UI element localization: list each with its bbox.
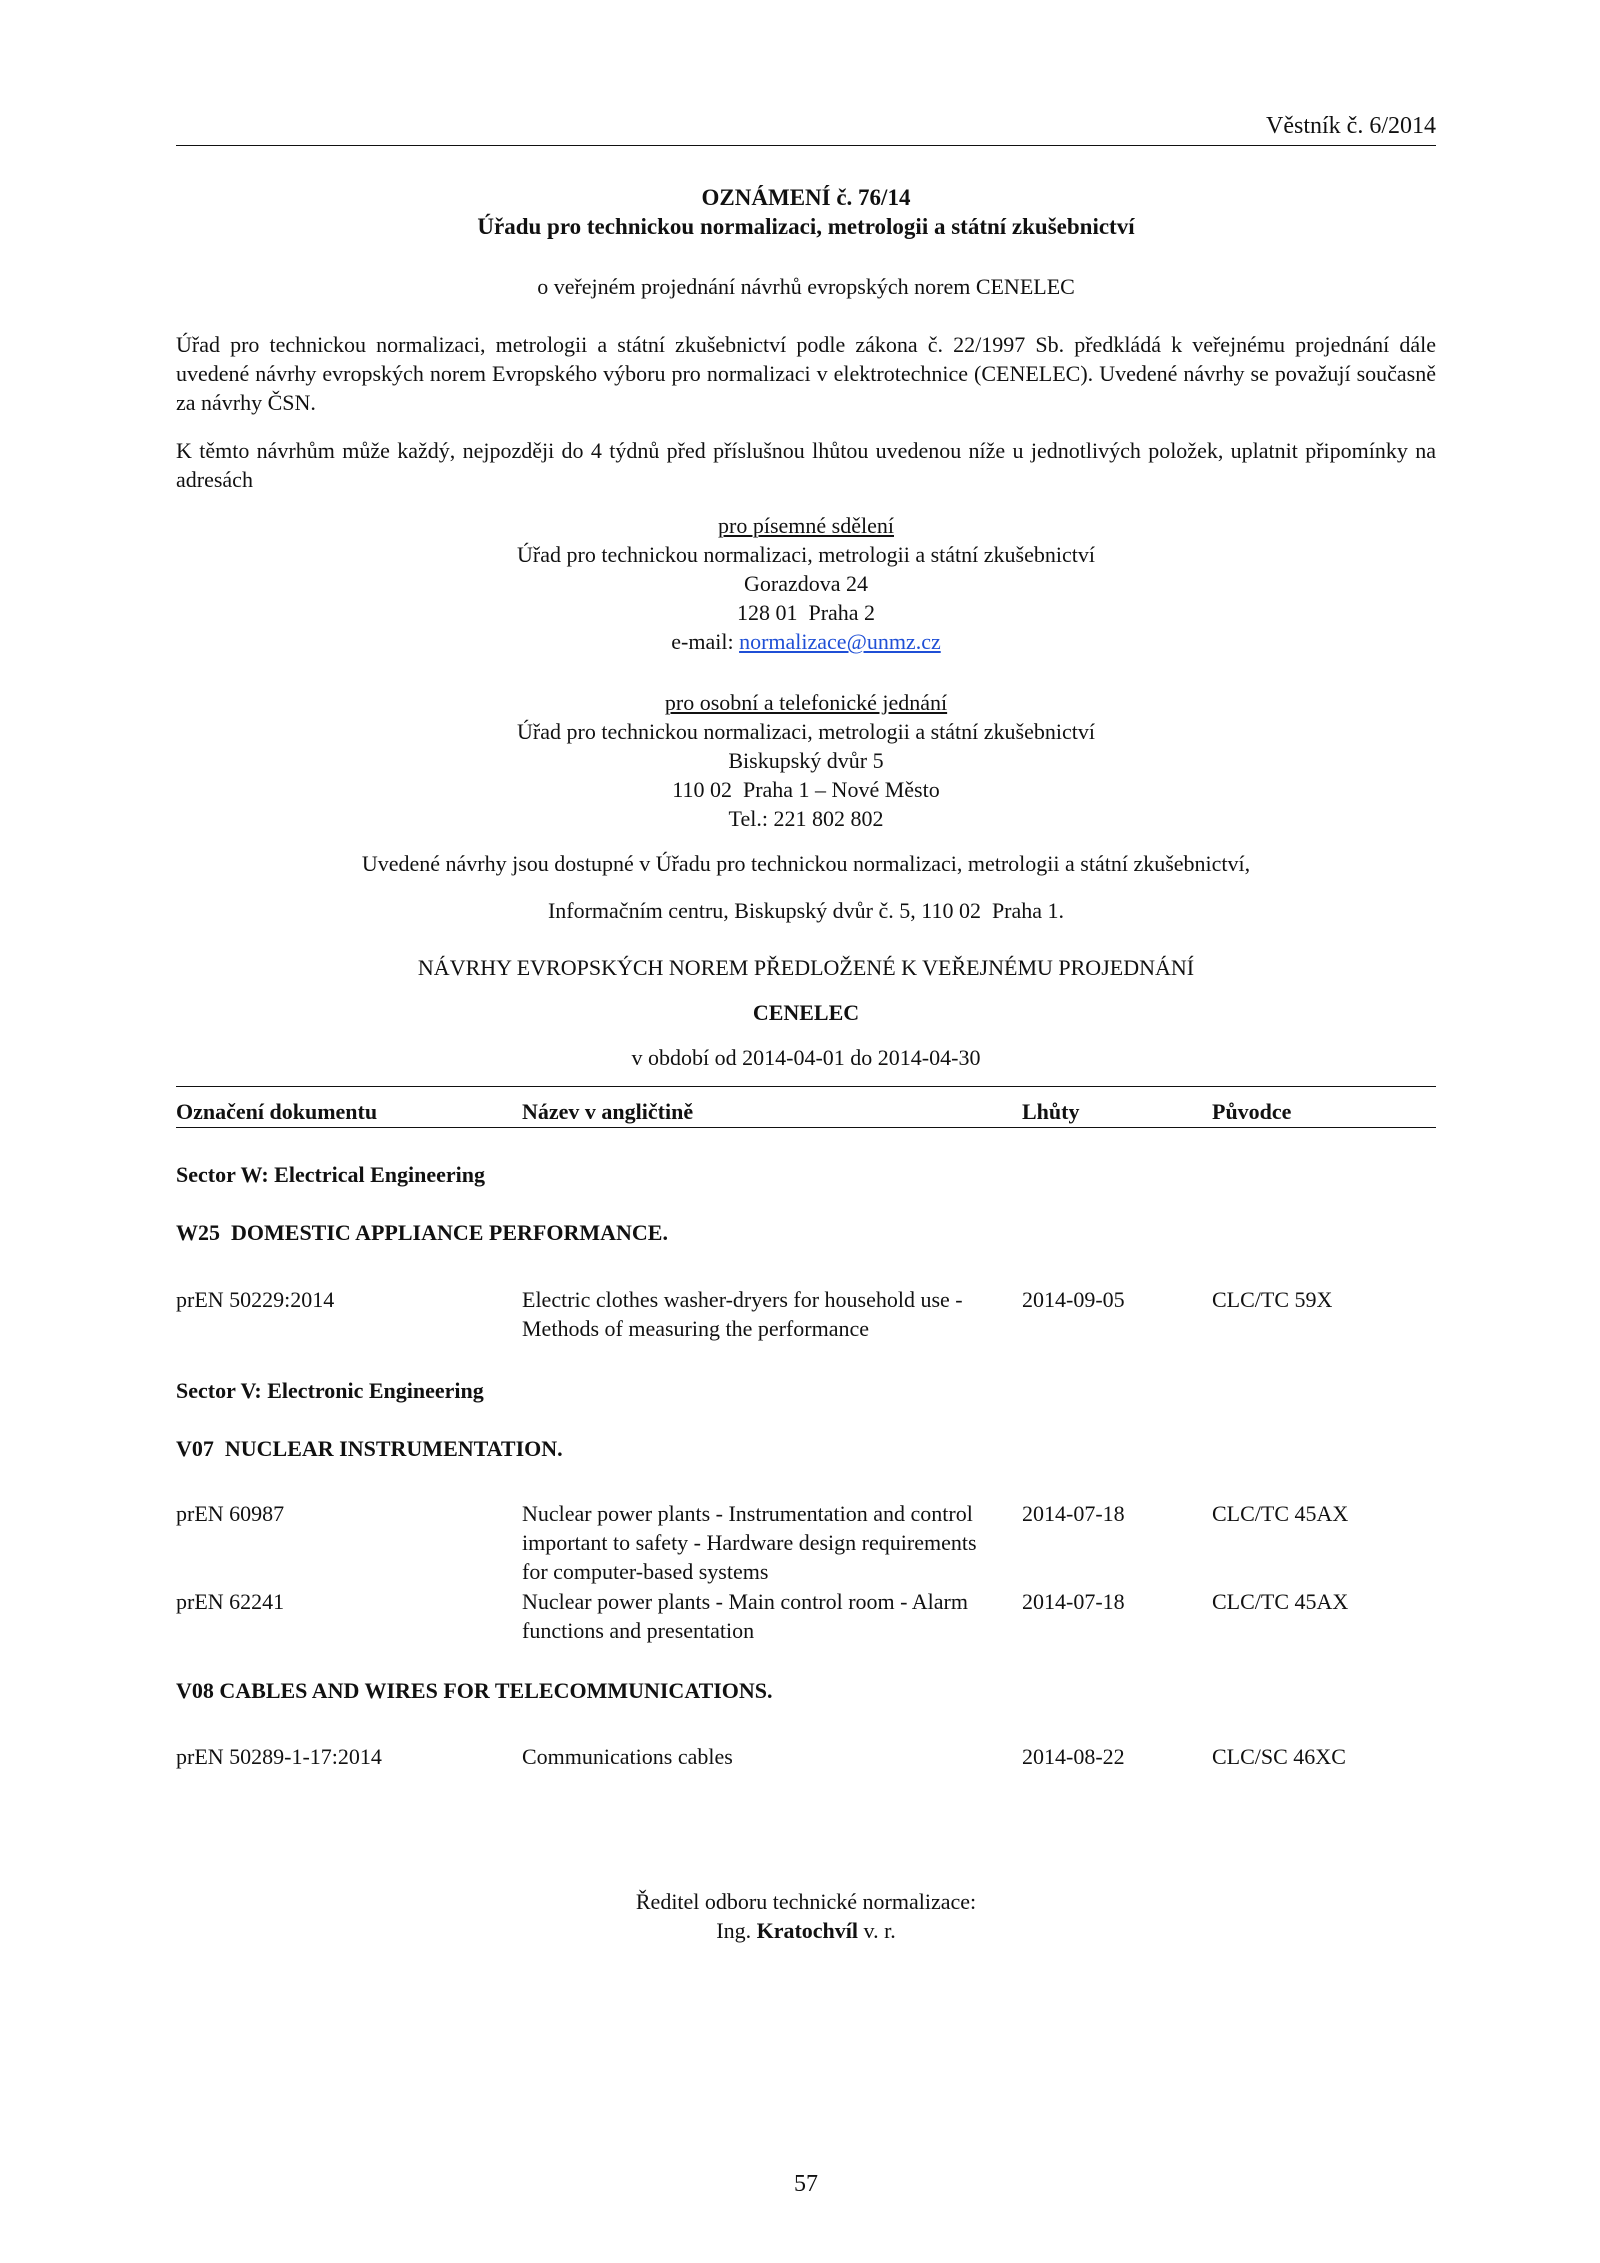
address-personal-city: 110 02 Praha 1 – Nové Město — [672, 777, 940, 802]
row-deadline: 2014-08-22 — [1022, 1744, 1125, 1769]
row-doc: prEN 50229:2014 — [176, 1287, 335, 1312]
column-header-title: Název v angličtině — [522, 1099, 694, 1124]
row-title: Communications cables — [522, 1744, 733, 1769]
row-origin: CLC/TC 45AX — [1212, 1589, 1349, 1614]
row-deadline: 2014-07-18 — [1022, 1589, 1125, 1614]
proposals-org: CENELEC — [752, 1000, 860, 1025]
page-number: 57 — [794, 2171, 818, 2197]
committee-heading: W25 DOMESTIC APPLIANCE PERFORMANCE. — [176, 1220, 668, 1245]
row-deadline: 2014-07-18 — [1022, 1501, 1125, 1526]
intro-paragraph: Úřad pro technickou normalizaci, metrologii a státní zkušebnictví podle zákona č. 22/1997 Sb. předkládá k veřejnému projednání dále uvedené návrhy evropských norem Evropského výboru pro normalizaci v elektrotechnice (CENELEC). Uvedené návrhy se považují současně za návrhy ČSN. — [176, 332, 1436, 415]
column-header-doc: Označení dokumentu — [176, 1099, 378, 1124]
column-header-deadline: Lhůty — [1022, 1099, 1080, 1124]
signature-role: Ředitel odboru technické normalizace: — [635, 1889, 977, 1914]
address-personal-street: Biskupský dvůr 5 — [728, 748, 884, 773]
address-written — [176, 511, 1436, 656]
address-personal-org: Úřad pro technickou normalizaci, metrologii a státní zkušebnictví — [517, 719, 1095, 744]
row-doc: prEN 50289-1-17:2014 — [176, 1744, 382, 1769]
signature-name-line — [176, 1916, 1436, 1945]
address-written-street: Gorazdova 24 — [743, 571, 868, 596]
email-link[interactable]: normalizace@unmz.cz — [739, 629, 941, 654]
notice-subtitle: o veřejném projednání návrhů evropských norem CENELEC — [537, 274, 1075, 299]
row-origin: CLC/TC 59X — [1212, 1287, 1333, 1312]
table-row — [176, 1499, 1436, 1599]
row-title: Electric clothes washer-dryers for household use - Methods of measuring the performance — [522, 1287, 963, 1341]
signature-prefix: Ing. — [716, 1918, 757, 1943]
row-title: Nuclear power plants - Main control room - Alarm functions and presentation — [522, 1589, 968, 1643]
committee-heading: V07 NUCLEAR INSTRUMENTATION. — [176, 1436, 563, 1461]
address-written-email-line — [176, 627, 1436, 656]
availability-line-2: Informačním centru, Biskupský dvůr č. 5, 110 02 Praha 1. — [547, 898, 1065, 923]
signature-suffix: v. r. — [858, 1918, 896, 1943]
table-header-top-rule — [176, 1086, 1436, 1087]
signature-name: Kratochvíl — [756, 1918, 859, 1943]
address-personal — [176, 688, 1436, 833]
table-row — [176, 1742, 1436, 1842]
proposals-period: v období od 2014-04-01 do 2014-04-30 — [631, 1045, 981, 1070]
address-written-org: Úřad pro technickou normalizaci, metrologii a státní zkušebnictví — [517, 542, 1095, 567]
notice-issuer: Úřadu pro technickou normalizaci, metrologii a státní zkušebnictví — [477, 214, 1135, 239]
proposals-title: NÁVRHY EVROPSKÝCH NOREM PŘEDLOŽENÉ K VEŘEJNÉMU PROJEDNÁNÍ — [417, 955, 1195, 980]
column-header-origin: Původce — [1212, 1099, 1292, 1124]
row-origin: CLC/SC 46XC — [1212, 1744, 1346, 1769]
address-personal-phone: Tel.: 221 802 802 — [728, 806, 884, 831]
header-rule — [176, 145, 1436, 146]
journal-header: Věstník č. 6/2014 — [1266, 113, 1436, 139]
address-written-city: 128 01 Praha 2 — [736, 600, 876, 625]
address-personal-heading: pro osobní a telefonické jednání — [664, 690, 948, 715]
row-doc: prEN 60987 — [176, 1501, 285, 1526]
table-row — [176, 1285, 1436, 1385]
row-origin: CLC/TC 45AX — [1212, 1501, 1349, 1526]
email-label: e-mail: — [671, 629, 740, 654]
notice-title: OZNÁMENÍ č. 76/14 — [701, 185, 911, 210]
address-written-heading: pro písemné sdělení — [718, 513, 894, 538]
sector-heading: Sector W: Electrical Engineering — [176, 1162, 485, 1187]
row-deadline: 2014-09-05 — [1022, 1287, 1125, 1312]
row-doc: prEN 62241 — [176, 1589, 285, 1614]
sector-heading: Sector V: Electronic Engineering — [176, 1378, 484, 1403]
table-header-bottom-rule — [176, 1127, 1436, 1128]
committee-heading: V08 CABLES AND WIRES FOR TELECOMMUNICATIONS. — [176, 1678, 773, 1703]
availability-line-1: Uvedené návrhy jsou dostupné v Úřadu pro technickou normalizaci, metrologii a státní zkušebnictví, — [361, 851, 1251, 876]
comments-paragraph: K těmto návrhům může každý, nejpozději do 4 týdnů před příslušnou lhůtou uvedenou níže u jednotlivých položek, uplatnit připomínky na adresách — [176, 438, 1436, 492]
row-title: Nuclear power plants - Instrumentation and control important to safety - Hardware design requirements for computer-based systems — [522, 1501, 977, 1584]
table-row — [176, 1587, 1436, 1687]
